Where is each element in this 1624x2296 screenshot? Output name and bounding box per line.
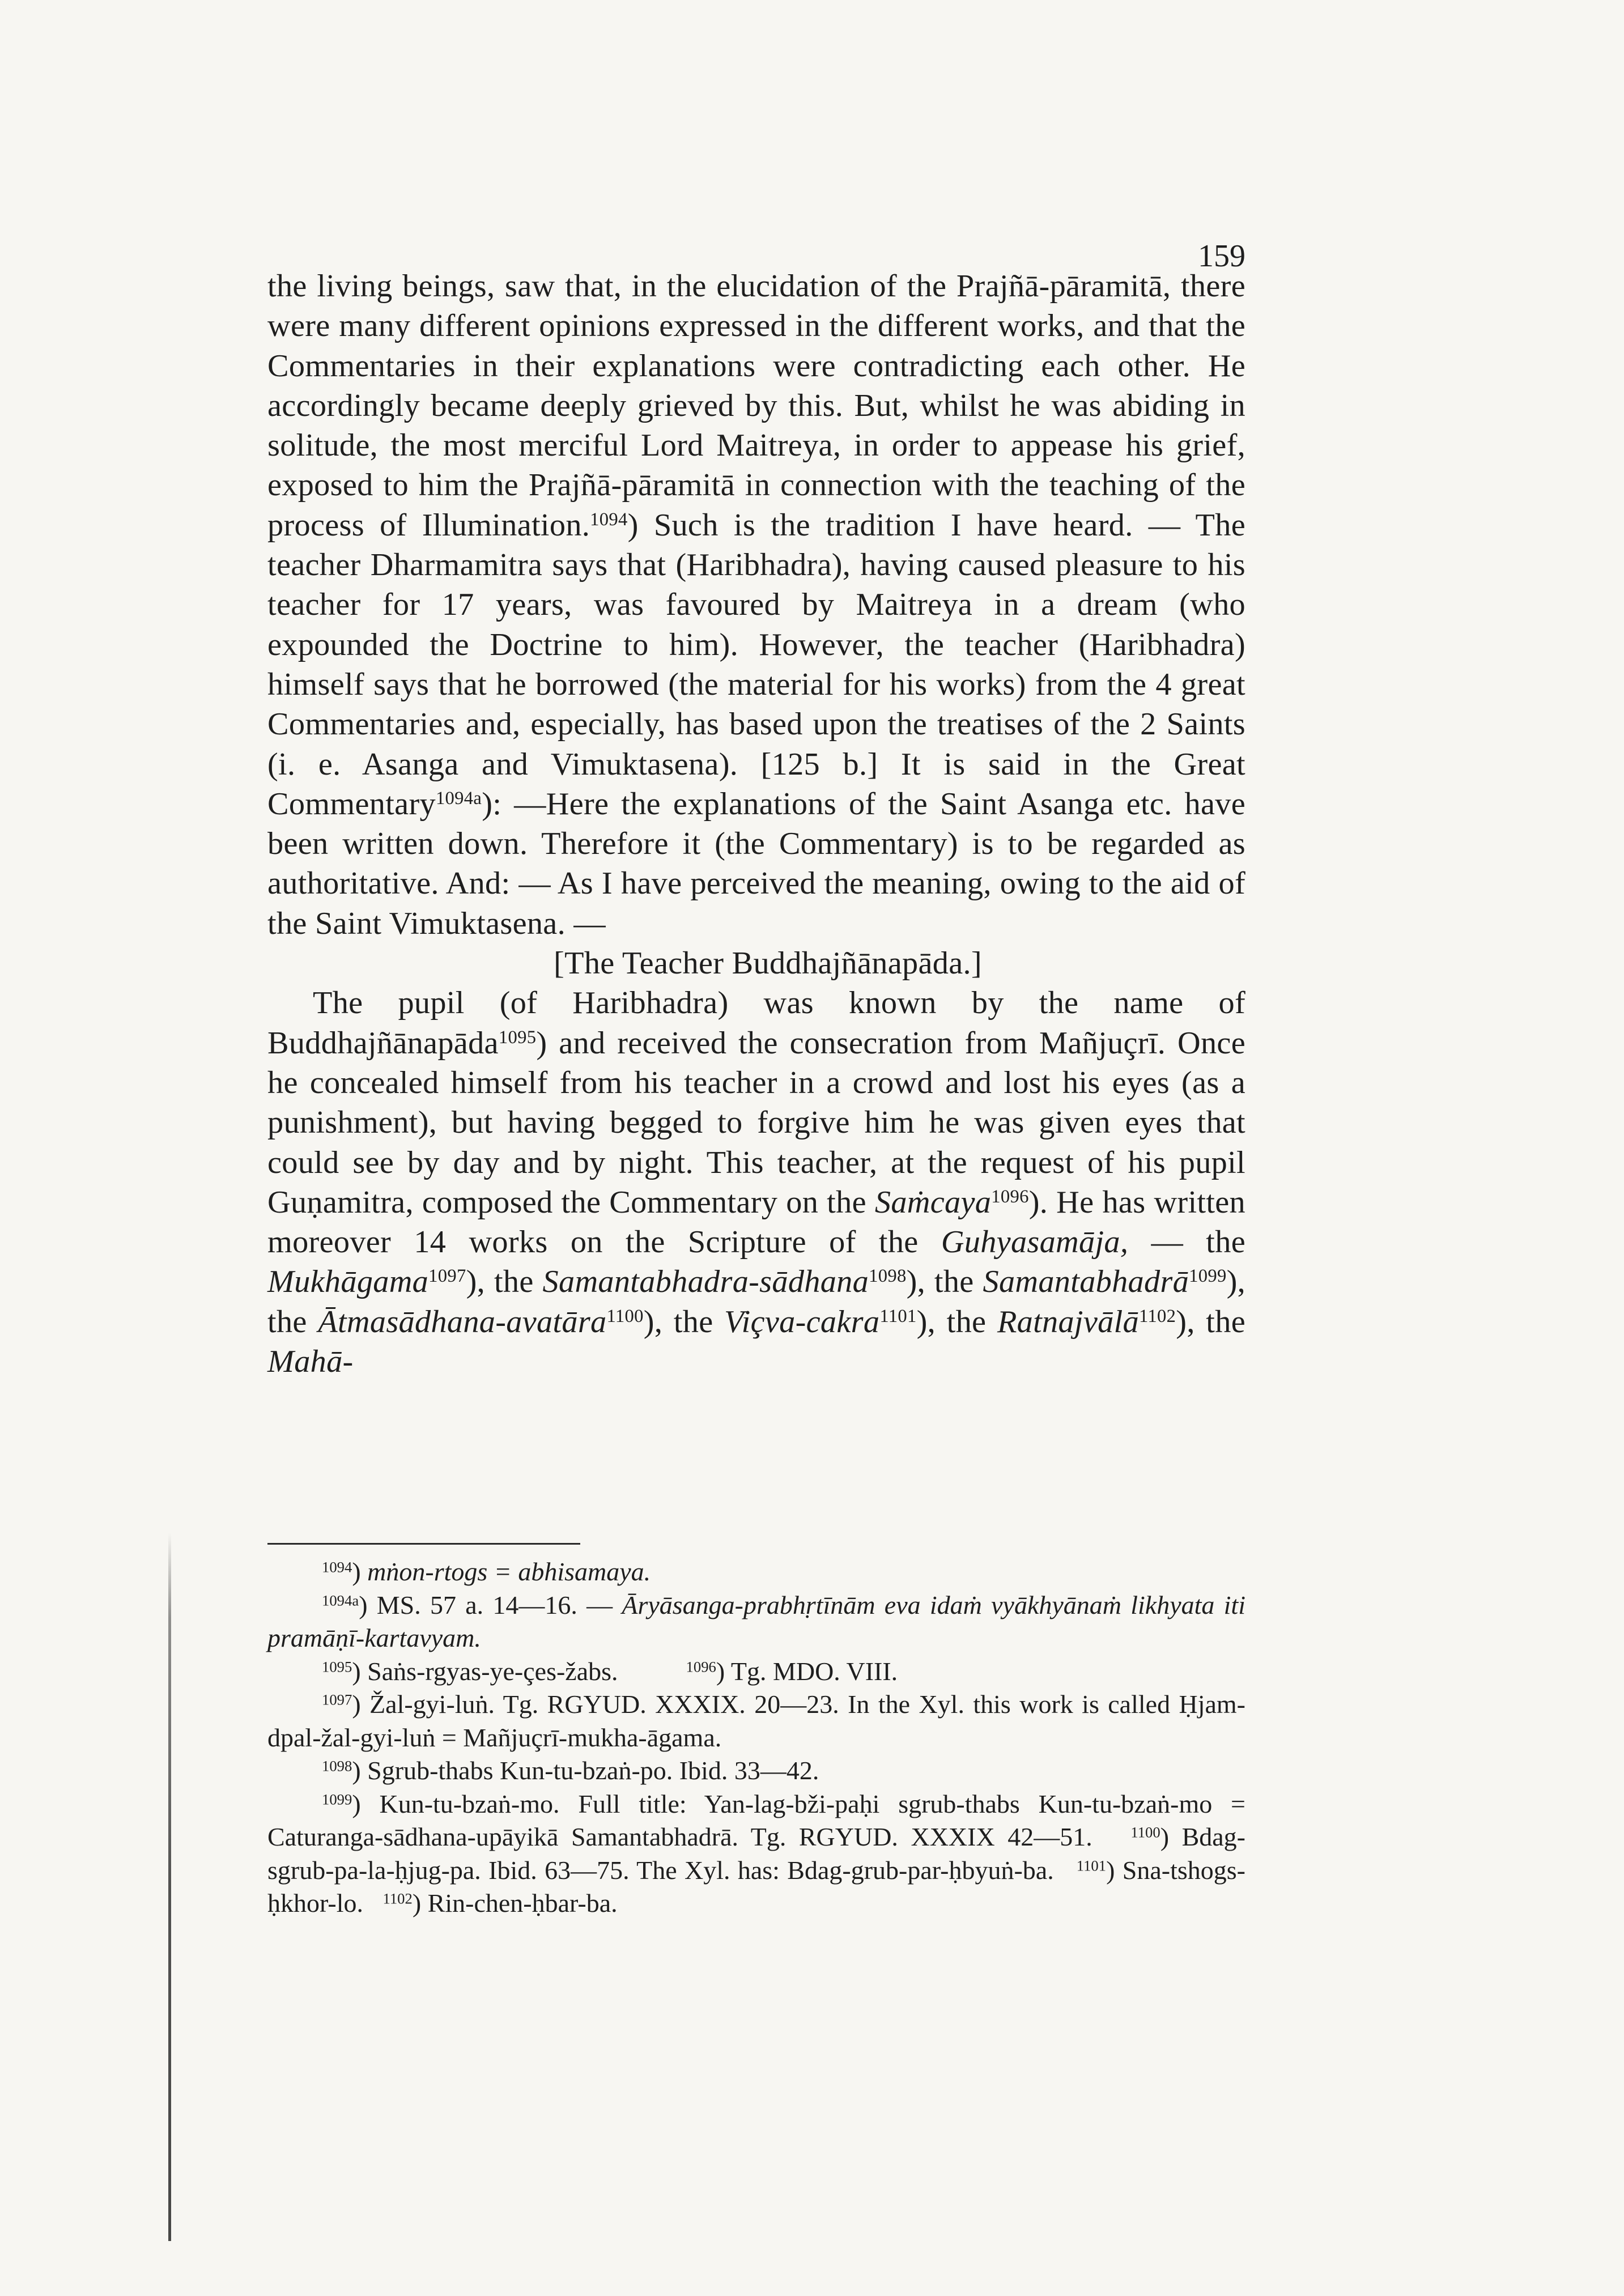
footnote-1099-1102: $^{1099}$) Kun-tu-bzaṅ-mo. Full title: Yan-lag-bži-paḥi sgrub-thabs Kun-tu-bzaṅ-mo = Caturanga-sādhana-upāyikā Samantabhadrā. Tg. RGYUD. XXXIX 42—51. $^{1100}$) Bdag-sgrub-pa-la-ḥjug-pa. Ibid. 63—75. The Xyl. has: Bdag-grub-par-ḥbyuṅ-ba. $^{1101}$) Sna-tshogs-ḥkhor-lo. $^{1102}$) Rin-chen-ḥbar-ba. xyxy=(267,1789,1245,1917)
footnote-1097: $^{1097}$) Žal-gyi-luṅ. Tg. RGYUD. XXXIX. 20—23. In the Xyl. this work is called Ḥjam-dpal-žal-gyi-luṅ = Mañjuçrī-mukha-āgama. xyxy=(267,1690,1245,1752)
footnote-ref: 1096 xyxy=(991,1186,1029,1207)
page-number: 159 xyxy=(1198,239,1245,274)
footnote-ref: 1100 xyxy=(606,1306,644,1326)
footnote-ref: 1097 xyxy=(428,1266,466,1287)
section-heading: [The Teacher Buddhajñānapāda.] xyxy=(554,946,982,981)
binding-edge-mark xyxy=(168,1533,171,2241)
footnote-ref: 1101 xyxy=(879,1306,917,1326)
footnote-ref: 1099 xyxy=(1189,1266,1227,1287)
footnote-1098: $^{1098}$) Sgrub-thabs Kun-tu-bzaṅ-po. Ibid. 33—42. xyxy=(322,1756,819,1785)
footnotes xyxy=(267,1555,1245,1920)
footnote-1095-1096: $^{1095}$) Saṅs-rgyas-ye-çes-žabs. $^{1096}$) Tg. MDO. VIII. xyxy=(322,1656,898,1686)
footnote-ref: 1094 xyxy=(590,509,628,530)
footnote-1094a: $^{1094a}$) MS. 57 a. 14—16. — Āryāsanga-prabhṛtīnām eva idaṁ vyākhyānaṁ likhyata iti pramāṇī-kartavyam. xyxy=(267,1590,1245,1652)
paragraph-2: The pupil (of Haribhadra) was known by the name of Buddhajñānapāda$^{1095}$) and received the consecration from Mañjuçrī. Once he concealed himself from his teacher in a crowd and lost his eyes (as a punishment), but having begged to forgive him he was given eyes that could see by day and by night. This teacher, at the request of his pupil Guṇamitra, composed the Commentary on the Saṁcaya$^{1096}$). He has written moreover 14 works on the Scripture of the Guhyasamāja, — the Mukhāgama$^{1097}$), the Samantabhadra-sādhana$^{1098}$), the Samantabhadrā$^{1099}$), the Ātmasādhana-avatāra$^{1100}$), the Viçva-cakra$^{1101}$), the Ratnajvālā$^{1102}$), the Mahā- xyxy=(267,985,1246,1380)
paragraph-1: the living beings, saw that, in the elucidation of the Prajñā-pāramitā, there were many different opinions expressed in the different works, and that the Commentaries in their explanations were contradicting each other. He accordingly became deeply grieved by this. But, whilst he was abiding in solitude, the most merciful Lord Maitreya, in order to appease his grief, exposed to him the Prajñā-pāramitā in connection with the teaching of the process of Illumination.$^{1094}$) Such is the tradition I have heard. — The teacher Dharmamitra says that (Haribhadra), having caused pleasure to his teacher for 17 years, was favoured by Maitreya in a dream (who expounded the Doctrine to him). However, the teacher (Haribhadra) himself says that he borrowed (the material for his works) from the 4 great Commentaries and, especially, has based upon the treatises of the 2 Saints (i. e. Asanga and Vimuktasena). [125 b.] It is said in the Great Commentary$^{1094a}$): —Here the explanations of the Saint Asanga etc. have been written down. Therefore it (the Commentary) is to be regarded as authoritative. And: — As I have perceived the meaning, owing to the aid of the Saint Vimuktasena. — xyxy=(267,269,1245,941)
footnote-ref: 1098 xyxy=(869,1266,907,1287)
main-text xyxy=(267,266,1245,1381)
footnote-ref: 1094a xyxy=(435,788,482,809)
footnote-1094: $^{1094}$) mṅon-rtogs = abhisamaya. xyxy=(322,1557,651,1586)
footnote-ref: 1095 xyxy=(498,1027,537,1048)
footnote-ref: 1102 xyxy=(1138,1306,1176,1326)
footnote-divider xyxy=(267,1543,580,1545)
